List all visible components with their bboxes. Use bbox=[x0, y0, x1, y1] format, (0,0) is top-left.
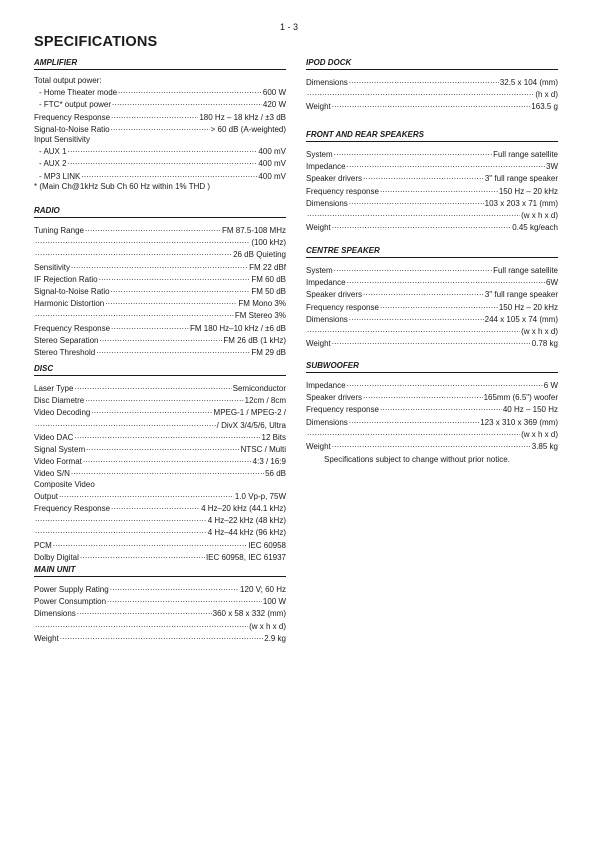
spec-label: Harmonic Distortion bbox=[34, 299, 105, 309]
dot-leader bbox=[99, 273, 251, 282]
spec-row bbox=[34, 261, 286, 273]
dot-leader bbox=[68, 157, 258, 166]
dot-leader bbox=[380, 185, 498, 194]
spec-label: Signal-to-Noise Ratio bbox=[34, 124, 110, 134]
dot-leader bbox=[71, 261, 248, 270]
disclaimer-note: Specifications subject to change without prior notice. bbox=[324, 455, 510, 464]
spec-value: (w x h x d) bbox=[521, 211, 558, 221]
spec-label: - MP3 LINK bbox=[39, 171, 81, 181]
dot-leader bbox=[380, 301, 498, 310]
spec-row bbox=[34, 322, 286, 334]
spec-row bbox=[34, 273, 286, 285]
disc-heading: DISC bbox=[34, 364, 286, 376]
spec-row bbox=[34, 502, 286, 514]
radio-heading: RADIO bbox=[34, 206, 286, 218]
spec-row bbox=[34, 334, 286, 346]
spec-row bbox=[34, 285, 286, 297]
spec-row bbox=[34, 157, 286, 169]
spec-row bbox=[306, 403, 558, 415]
spec-label: - AUX 1 bbox=[39, 147, 67, 157]
spec-row bbox=[34, 526, 286, 538]
spec-value: 150 Hz – 20 kHz bbox=[498, 302, 558, 312]
dot-leader bbox=[380, 403, 502, 412]
dot-leader bbox=[80, 551, 205, 560]
spec-row bbox=[34, 382, 286, 394]
radio-section bbox=[34, 206, 286, 358]
front-rear-speakers-heading: FRONT AND REAR SPEAKERS bbox=[306, 130, 558, 142]
dot-leader bbox=[111, 123, 210, 132]
spec-value: 103 x 203 x 71 (mm) bbox=[484, 198, 558, 208]
spec-row bbox=[306, 264, 558, 276]
spec-value: 40 Hz – 150 Hz bbox=[502, 405, 558, 415]
spec-label: Weight bbox=[306, 339, 331, 349]
dot-leader bbox=[307, 209, 520, 218]
spec-row bbox=[34, 145, 286, 157]
dot-leader bbox=[35, 236, 250, 245]
dot-leader bbox=[100, 334, 223, 343]
spec-label: Power Consumption bbox=[34, 597, 107, 607]
amplifier-section bbox=[34, 58, 286, 192]
spec-value: NTSC / Multi bbox=[240, 445, 286, 455]
dot-leader bbox=[35, 514, 207, 523]
dot-leader bbox=[349, 76, 499, 85]
spec-value: 6W bbox=[546, 278, 558, 288]
spec-label: Signal System bbox=[34, 445, 86, 455]
spec-row bbox=[34, 98, 286, 110]
spec-row bbox=[34, 309, 286, 321]
dot-leader bbox=[307, 325, 520, 334]
spec-row bbox=[306, 440, 558, 452]
dot-leader bbox=[107, 595, 262, 604]
spec-row bbox=[34, 123, 286, 135]
spec-row bbox=[306, 148, 558, 160]
spec-value: 56 dB bbox=[265, 469, 286, 479]
spec-value: FM Stereo 3% bbox=[234, 311, 286, 321]
dot-leader bbox=[332, 100, 531, 109]
dot-leader bbox=[111, 285, 251, 294]
spec-value: Full range satellite bbox=[493, 266, 558, 275]
spec-value: / DivX 3/4/5/6, Ultra bbox=[216, 420, 286, 430]
dot-leader bbox=[53, 539, 247, 548]
spec-value: FM 29 dB bbox=[251, 348, 286, 358]
spec-row bbox=[306, 76, 558, 88]
spec-label: IF Rejection Ratio bbox=[34, 274, 98, 284]
dot-leader bbox=[363, 391, 483, 400]
spec-row bbox=[306, 88, 558, 100]
dot-leader bbox=[349, 313, 484, 322]
spec-label: Tuning Range bbox=[34, 226, 84, 235]
dot-leader bbox=[35, 419, 216, 428]
main-unit-rows bbox=[34, 583, 286, 644]
dot-leader bbox=[85, 224, 221, 233]
spec-label: Stereo Threshold bbox=[34, 348, 96, 358]
dot-leader bbox=[35, 309, 234, 318]
spec-value: FM 26 dB (1 kHz) bbox=[223, 335, 286, 345]
radio-rows bbox=[34, 224, 286, 358]
spec-row bbox=[34, 248, 286, 260]
dot-leader bbox=[74, 382, 231, 391]
dot-leader bbox=[349, 416, 479, 425]
spec-label: Weight bbox=[306, 442, 331, 452]
spec-row bbox=[34, 394, 286, 406]
spec-row bbox=[306, 428, 558, 440]
spec-value: MPEG-1 / MPEG-2 / bbox=[213, 408, 286, 418]
spec-value: FM 87.5-108 MHz bbox=[221, 226, 286, 235]
page-title: SPECIFICATIONS bbox=[34, 34, 158, 50]
ipod-dock-heading: IPOD DOCK bbox=[306, 58, 558, 70]
spec-label: Weight bbox=[34, 633, 59, 643]
spec-row bbox=[34, 539, 286, 551]
spec-row bbox=[34, 406, 286, 418]
spec-row bbox=[34, 346, 286, 358]
input-sensitivity-label: Input Sensitivity bbox=[34, 135, 91, 145]
dot-leader bbox=[35, 526, 207, 535]
dot-leader bbox=[35, 620, 248, 629]
spec-value: 4 Hz–20 kHz (44.1 kHz) bbox=[201, 504, 286, 514]
spec-label: Speaker drivers bbox=[306, 393, 363, 403]
dot-leader bbox=[86, 443, 240, 452]
dot-leader bbox=[307, 428, 520, 437]
spec-value: 0.45 kg/each bbox=[512, 223, 558, 233]
page-number: 1 - 3 bbox=[280, 22, 299, 32]
spec-value: 3.85 kg bbox=[531, 442, 558, 452]
spec-value: (h x d) bbox=[535, 90, 558, 100]
spec-value: (w x h x d) bbox=[249, 621, 286, 631]
dot-leader bbox=[77, 607, 212, 616]
subwoofer-section bbox=[306, 361, 558, 452]
spec-value: 150 Hz – 20 kHz bbox=[498, 186, 558, 196]
dot-leader bbox=[110, 583, 239, 592]
dot-leader bbox=[112, 98, 262, 107]
dot-leader bbox=[111, 111, 198, 120]
spec-value: 12cm / 8cm bbox=[244, 396, 286, 406]
spec-row bbox=[306, 313, 558, 325]
dot-leader bbox=[347, 276, 545, 285]
front-rear-speakers-rows bbox=[306, 148, 558, 233]
spec-label: Power Supply Rating bbox=[34, 585, 109, 594]
spec-row bbox=[306, 325, 558, 337]
spec-label: Frequency response bbox=[306, 186, 379, 196]
spec-value: IEC 60958, IEC 61937 bbox=[205, 552, 286, 562]
spec-label: - FTC* output power bbox=[39, 100, 112, 110]
spec-label: PCM bbox=[34, 540, 52, 550]
spec-label: Impedance bbox=[306, 381, 346, 390]
spec-value: 3" full range speaker bbox=[484, 290, 558, 300]
dot-leader bbox=[105, 297, 237, 306]
spec-value: 32.5 x 104 (mm) bbox=[499, 78, 558, 87]
main-unit-section bbox=[34, 565, 286, 644]
dot-leader bbox=[307, 88, 534, 97]
dot-leader bbox=[91, 406, 212, 415]
spec-row bbox=[34, 236, 286, 248]
dot-leader bbox=[35, 248, 232, 257]
spec-row bbox=[34, 632, 286, 644]
spec-label: Speaker drivers bbox=[306, 174, 363, 184]
spec-value: 4 Hz–22 kHz (48 kHz) bbox=[207, 516, 286, 526]
spec-value: (w x h x d) bbox=[521, 429, 558, 439]
spec-label: Weight bbox=[306, 223, 331, 233]
spec-row bbox=[34, 551, 286, 563]
spec-row bbox=[306, 172, 558, 184]
spec-row bbox=[306, 379, 558, 391]
spec-row bbox=[34, 224, 286, 236]
spec-row bbox=[306, 221, 558, 233]
spec-label: Dimensions bbox=[306, 417, 348, 427]
spec-label: System bbox=[306, 150, 333, 159]
spec-label: Dolby Digital bbox=[34, 552, 79, 562]
spec-label: Impedance bbox=[306, 162, 346, 172]
dot-leader bbox=[363, 288, 484, 297]
spec-value: FM 22 dBf bbox=[249, 262, 286, 272]
spec-label: - AUX 2 bbox=[39, 159, 67, 169]
main-unit-heading: MAIN UNIT bbox=[34, 565, 286, 577]
spec-row bbox=[306, 301, 558, 313]
spec-row bbox=[306, 276, 558, 288]
spec-value: 4:3 / 16:9 bbox=[252, 457, 286, 467]
spec-row bbox=[34, 607, 286, 619]
spec-row bbox=[34, 170, 286, 182]
spec-value: 6 W bbox=[543, 381, 558, 390]
dot-leader bbox=[111, 322, 189, 331]
spec-row bbox=[34, 467, 286, 479]
spec-value: 180 Hz – 18 kHz / ±3 dB bbox=[199, 112, 286, 122]
spec-value: FM Mono 3% bbox=[238, 299, 286, 309]
spec-label: Dimensions bbox=[34, 609, 76, 619]
spec-row bbox=[34, 620, 286, 632]
spec-value: Full range satellite bbox=[493, 150, 558, 159]
spec-label: Frequency Response bbox=[34, 323, 111, 333]
spec-row bbox=[34, 419, 286, 431]
spec-label: Laser Type bbox=[34, 384, 74, 393]
dot-leader bbox=[347, 160, 545, 169]
spec-row bbox=[306, 337, 558, 349]
spec-value: 400 mV bbox=[258, 147, 286, 157]
dot-leader bbox=[334, 264, 492, 273]
dot-leader bbox=[96, 346, 250, 355]
spec-value: 400 mV bbox=[258, 159, 286, 169]
dot-leader bbox=[59, 490, 234, 499]
amplifier-footnote: * (Main Ch@1kHz Sub Ch 60 Hz within 1% THD ) bbox=[34, 181, 211, 191]
ipod-dock-rows bbox=[306, 76, 558, 113]
spec-label: Stereo Separation bbox=[34, 335, 99, 345]
spec-row bbox=[34, 431, 286, 443]
spec-value: 120 V; 60 Hz bbox=[240, 585, 286, 594]
disc-rows-1 bbox=[34, 382, 286, 480]
dot-leader bbox=[332, 440, 531, 449]
spec-value: 163.5 g bbox=[531, 102, 558, 112]
dot-leader bbox=[81, 170, 257, 179]
spec-row bbox=[34, 514, 286, 526]
spec-row bbox=[34, 297, 286, 309]
spec-label: - Home Theater mode bbox=[39, 88, 118, 98]
amplifier-rows-1 bbox=[34, 86, 286, 135]
spec-row bbox=[306, 185, 558, 197]
composite-video-label: Composite Video bbox=[34, 479, 95, 489]
spec-value: 244 x 105 x 74 (mm) bbox=[484, 314, 558, 324]
spec-value: 165mm (6.5") woofer bbox=[483, 393, 558, 403]
spec-value: 4 Hz–44 kHz (96 kHz) bbox=[207, 528, 286, 538]
spec-value: 12 Bits bbox=[261, 432, 286, 442]
spec-value: 0.78 kg bbox=[531, 339, 558, 349]
spec-row bbox=[306, 197, 558, 209]
spec-label: System bbox=[306, 266, 333, 275]
amplifier-heading: AMPLIFIER bbox=[34, 58, 286, 70]
spec-value: > 60 dB (A-weighted) bbox=[210, 124, 286, 134]
dot-leader bbox=[334, 148, 492, 157]
spec-value: 3W bbox=[546, 162, 558, 172]
spec-label: Sensitivity bbox=[34, 262, 71, 272]
spec-row bbox=[306, 209, 558, 221]
spec-value: FM 180 Hz–10 kHz / ±6 dB bbox=[190, 323, 286, 333]
spec-row bbox=[306, 100, 558, 112]
spec-row bbox=[34, 490, 286, 502]
spec-row bbox=[34, 455, 286, 467]
spec-label: Frequency Response bbox=[34, 112, 111, 122]
spec-label: Weight bbox=[306, 102, 331, 112]
spec-label: Frequency Response bbox=[34, 504, 111, 514]
spec-value: 2.9 kg bbox=[264, 633, 286, 643]
centre-speaker-rows bbox=[306, 264, 558, 349]
dot-leader bbox=[363, 172, 484, 181]
spec-label: Frequency response bbox=[306, 302, 379, 312]
spec-value: 3" full range speaker bbox=[484, 174, 558, 184]
spec-value: 420 W bbox=[262, 100, 286, 110]
spec-label: Video Decoding bbox=[34, 408, 91, 418]
dot-leader bbox=[83, 455, 252, 464]
spec-value: 600 W bbox=[262, 88, 286, 98]
total-output-label: Total output power: bbox=[34, 76, 102, 85]
spec-row bbox=[34, 443, 286, 455]
front-rear-speakers-section bbox=[306, 130, 558, 233]
dot-leader bbox=[332, 221, 511, 230]
spec-row bbox=[306, 288, 558, 300]
spec-value: 123 x 310 x 369 (mm) bbox=[480, 417, 558, 427]
spec-value: 26 dB Quieting bbox=[233, 250, 286, 260]
spec-row bbox=[306, 416, 558, 428]
spec-label: Disc Diametre bbox=[34, 396, 85, 406]
dot-leader bbox=[74, 431, 260, 440]
spec-value: FM 60 dB bbox=[251, 274, 286, 284]
dot-leader bbox=[60, 632, 263, 641]
spec-label: Speaker drivers bbox=[306, 290, 363, 300]
spec-row bbox=[306, 160, 558, 172]
spec-value: 1.0 Vp-p, 75W bbox=[234, 491, 286, 501]
spec-row bbox=[306, 391, 558, 403]
subwoofer-heading: SUBWOOFER bbox=[306, 361, 558, 373]
dot-leader bbox=[71, 467, 264, 476]
amplifier-rows-2 bbox=[34, 145, 286, 182]
disc-rows-2 bbox=[34, 490, 286, 563]
centre-speaker-heading: CENTRE SPEAKER bbox=[306, 246, 558, 258]
ipod-dock-section bbox=[306, 58, 558, 113]
spec-label: Frequency response bbox=[306, 405, 379, 415]
spec-row bbox=[34, 595, 286, 607]
spec-value: (w x h x d) bbox=[521, 327, 558, 337]
dot-leader bbox=[68, 145, 258, 154]
spec-label: Output bbox=[34, 491, 59, 501]
spec-value: 360 x 58 x 332 (mm) bbox=[212, 609, 286, 619]
spec-label: Video S/N bbox=[34, 469, 70, 479]
dot-leader bbox=[85, 394, 243, 403]
spec-label: Dimensions bbox=[306, 314, 348, 324]
spec-label: Impedance bbox=[306, 278, 346, 288]
spec-label: Video DAC bbox=[34, 432, 74, 442]
spec-label: Video Format bbox=[34, 457, 82, 467]
spec-value: (100 kHz) bbox=[251, 238, 286, 248]
spec-value: FM 50 dB bbox=[251, 287, 286, 297]
spec-value: IEC 60958 bbox=[248, 540, 286, 550]
spec-label: Signal-to-Noise Ratio bbox=[34, 287, 110, 297]
spec-value: Semiconductor bbox=[232, 384, 286, 393]
spec-row bbox=[34, 111, 286, 123]
disc-section bbox=[34, 364, 286, 563]
spec-row bbox=[34, 583, 286, 595]
dot-leader bbox=[332, 337, 531, 346]
dot-leader bbox=[118, 86, 262, 95]
dot-leader bbox=[347, 379, 543, 388]
spec-value: 100 W bbox=[262, 597, 286, 607]
spec-label: Dimensions bbox=[306, 198, 348, 208]
dot-leader bbox=[349, 197, 484, 206]
spec-label: Dimensions bbox=[306, 78, 348, 87]
subwoofer-rows bbox=[306, 379, 558, 452]
dot-leader bbox=[111, 502, 200, 511]
centre-speaker-section bbox=[306, 246, 558, 349]
spec-row bbox=[34, 86, 286, 98]
spec-value: 400 mV bbox=[258, 171, 286, 181]
